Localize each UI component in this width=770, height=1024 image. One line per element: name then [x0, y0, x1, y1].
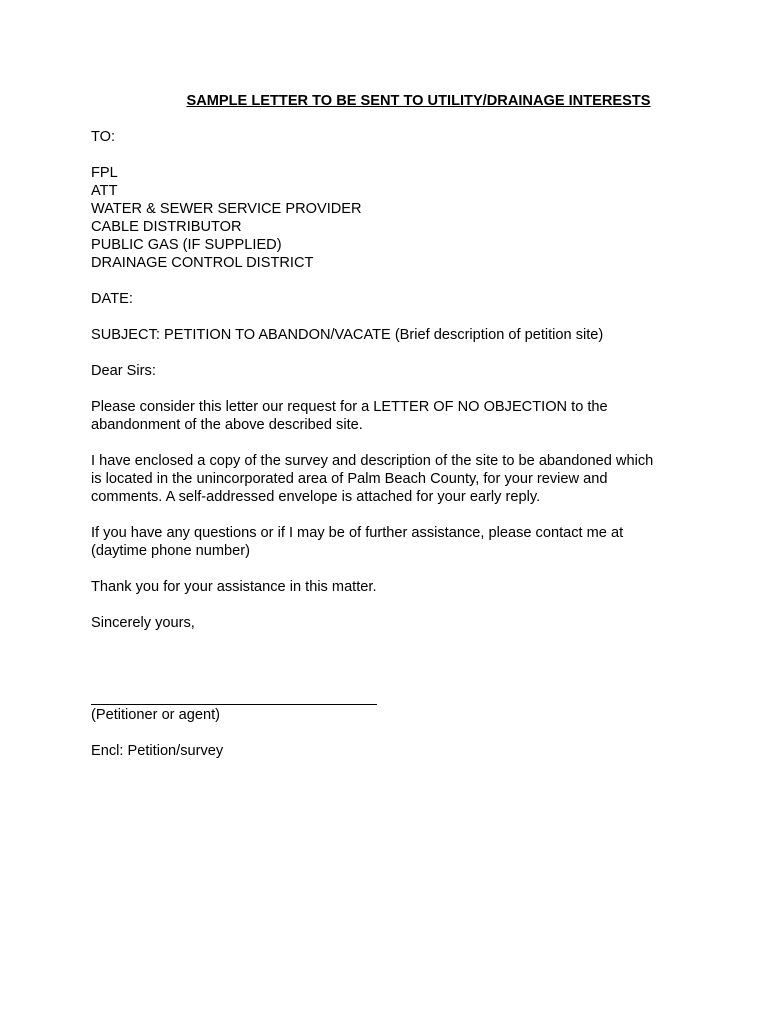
subject-text: SUBJECT: PETITION TO ABANDON/VACATE (Brief description of petition site): [91, 327, 604, 343]
paragraph-enclosed: [91, 452, 691, 506]
signature-caption: [91, 706, 691, 724]
salutation-text: Dear Sirs:: [91, 363, 156, 379]
thanks-line: [91, 578, 691, 596]
to-label: [91, 128, 691, 146]
paragraph-line: abandonment of the above described site.: [91, 417, 363, 433]
thanks-text: Thank you for your assistance in this matter.: [91, 579, 377, 595]
subject-line: [91, 326, 691, 344]
date-label: [91, 290, 691, 308]
recipient-item: PUBLIC GAS (IF SUPPLIED): [91, 237, 282, 253]
recipient-item: CABLE DISTRIBUTOR: [91, 219, 242, 235]
recipient-list: [91, 164, 691, 272]
paragraph-line: (daytime phone number): [91, 543, 250, 559]
enclosure-text: Encl: Petition/survey: [91, 743, 224, 759]
letter-body: [91, 92, 691, 760]
salutation: [91, 362, 691, 380]
closing-text: Sincerely yours,: [91, 615, 195, 631]
signature-space: [91, 632, 691, 704]
paragraph-line: Please consider this letter our request for a LETTER OF NO OBJECTION to the: [91, 399, 608, 415]
paragraph-request: [91, 398, 691, 434]
enclosure-note: [91, 742, 691, 760]
closing: [91, 614, 691, 632]
recipient-item: DRAINAGE CONTROL DISTRICT: [91, 255, 314, 271]
paragraph-line: comments. A self-addressed envelope is attached for your early reply.: [91, 489, 541, 505]
recipient-item: FPL: [91, 165, 118, 181]
paragraph-line: is located in the unincorporated area of Palm Beach County, for your review and: [91, 471, 608, 487]
paragraph-line: If you have any questions or if I may be of further assistance, please contact me at: [91, 525, 624, 541]
recipient-item: WATER & SEWER SERVICE PROVIDER: [91, 201, 362, 217]
paragraph-line: I have enclosed a copy of the survey and description of the site to be abandoned which: [91, 453, 654, 469]
paragraph-contact: [91, 524, 691, 560]
date-label-text: DATE:: [91, 291, 133, 307]
recipient-item: ATT: [91, 183, 118, 199]
signature-line: [91, 704, 377, 705]
to-label-text: TO:: [91, 129, 116, 145]
letter-title: SAMPLE LETTER TO BE SENT TO UTILITY/DRAINAGE INTERESTS: [186, 93, 651, 109]
signature-caption-text: (Petitioner or agent): [91, 707, 220, 723]
